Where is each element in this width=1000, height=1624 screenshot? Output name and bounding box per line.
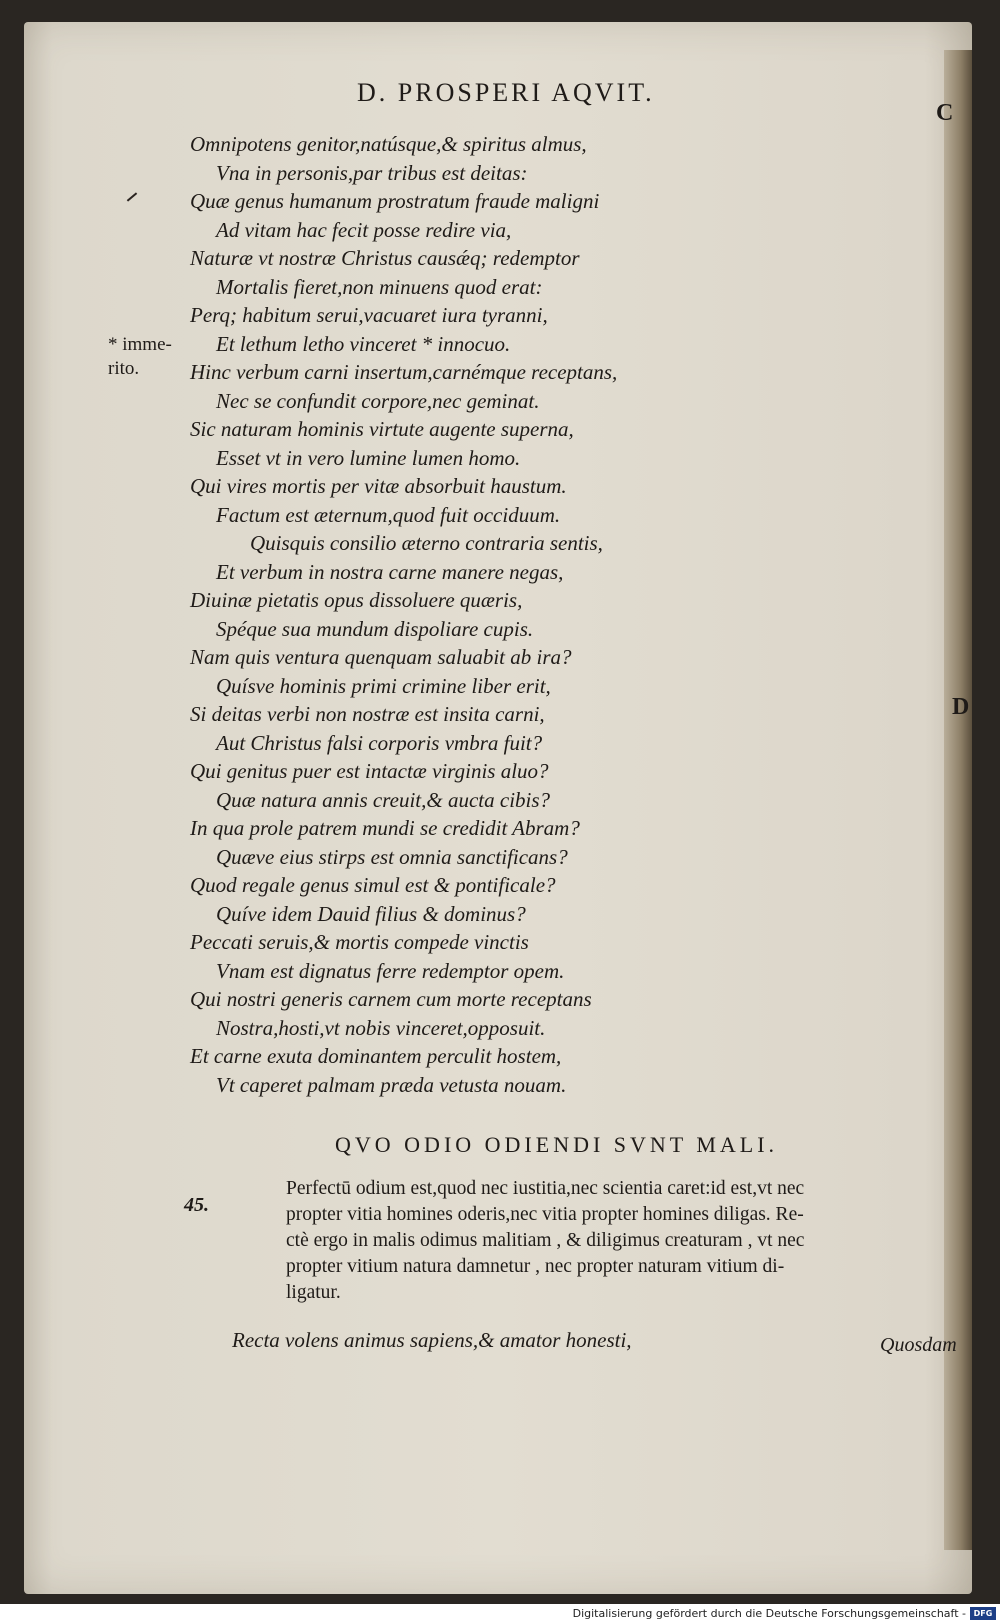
poem-line: Quæve eius stirps est omnia sanctificans? <box>216 844 568 869</box>
poem-line: Omnipotens genitor,natúsque,& spiritus almus, <box>190 132 587 156</box>
prose-line: propter vitia homines oderis,nec vitia propter homines diligas. Re- <box>286 1204 804 1225</box>
poem-line: Esset vt in vero lumine lumen homo. <box>216 445 521 470</box>
marginal-note: * imme- rito. <box>108 334 172 379</box>
signature-letter-top: C <box>936 100 954 126</box>
poem-line: Et verbum in nostra carne manere negas, <box>216 559 564 584</box>
poem-line: Hinc verbum carni insertum,carnémque receptans, <box>190 360 618 384</box>
footer-credit-text: Digitalisierung gefördert durch die Deutsche Forschungsgemeinschaft - <box>572 1607 966 1620</box>
signature-letter-middle: D <box>952 694 970 720</box>
poem-line: Perq; habitum serui,vacuaret iura tyranni, <box>190 303 548 327</box>
poem-line: Qui nostri generis carnem cum morte receptans <box>190 987 592 1011</box>
page-edge <box>944 50 972 1550</box>
poem-line: Et lethum letho vinceret * innocuo. <box>216 331 511 356</box>
running-head: D. PROSPERI AQVIT. <box>357 78 655 107</box>
catchword: Quosdam <box>880 1334 957 1356</box>
poem-line: Et carne exuta dominantem perculit hostem, <box>190 1044 562 1068</box>
prose-line: Perfectū odium est,quod nec iustitia,nec scientia caret:id est,vt nec <box>286 1178 805 1199</box>
poem-line: Si deitas verbi non nostræ est insita carni, <box>190 702 545 726</box>
poem-line: Vnam est dignatus ferre redemptor opem. <box>216 958 565 983</box>
poem-line: Quæ natura annis creuit,& aucta cibis? <box>216 787 551 812</box>
poem-line: Quisquis consilio æterno contraria sentis, <box>250 531 603 555</box>
poem-line: Vt caperet palmam præda vetusta nouam. <box>216 1072 567 1097</box>
poem-line: Peccati seruis,& mortis compede vinctis <box>190 930 529 954</box>
poem-line: In qua prole patrem mundi se credidit Abram? <box>190 816 580 840</box>
poem-line: Sic naturam hominis virtute augente superna, <box>190 417 574 441</box>
poem-line: Nec se confundit corpore,nec geminat. <box>216 388 540 413</box>
poem-line: Quæ genus humanum prostratum fraude maligni <box>190 189 600 213</box>
prose-line: propter vitium natura damnetur , nec propter naturam vitium di- <box>286 1256 785 1277</box>
poem-line: Factum est æternum,quod fuit occiduum. <box>216 502 561 527</box>
prose-line: ligatur. <box>286 1282 341 1303</box>
poem-line: Nam quis ventura quenquam saluabit ab ira? <box>190 645 572 669</box>
section-number: 45. <box>184 1194 209 1216</box>
poem-line: Aut Christus falsi corporis vmbra fuit? <box>216 730 543 755</box>
poem-line: Quod regale genus simul est & pontificale? <box>190 873 556 897</box>
poem-line: Diuinæ pietatis opus dissoluere quæris, <box>190 588 523 612</box>
poem-line: Quísve hominis primi crimine liber erit, <box>216 673 551 698</box>
digitization-footer <box>0 1604 1000 1624</box>
poem-line: Mortalis fieret,non minuens quod erat: <box>216 274 543 299</box>
dfg-logo[interactable]: DFG <box>970 1607 996 1620</box>
poem-line: Qui genitus puer est intactæ virginis aluo? <box>190 759 549 783</box>
prose-paragraph <box>286 1176 906 1306</box>
poem-line: Ad vitam hac fecit posse redire via, <box>216 217 512 242</box>
poem <box>190 130 617 1099</box>
poem-line: Vna in personis,par tribus est deitas: <box>216 160 528 185</box>
poem-line: Nostra,hosti,vt nobis vinceret,opposuit. <box>216 1015 546 1040</box>
section-heading: QVO ODIO ODIENDI SVNT MALI. <box>335 1132 779 1157</box>
poem-line: Qui vires mortis per vitæ absorbuit haustum. <box>190 474 567 498</box>
poem-line: Spéque sua mundum dispoliare cupis. <box>216 616 534 641</box>
final-verse-line: Recta volens animus sapiens,& amator honesti, <box>232 1328 632 1352</box>
poem-line: Naturæ vt nostræ Christus causǽq; redemptor <box>190 246 580 270</box>
poem-line: Quíve idem Dauid filius & dominus? <box>216 901 526 926</box>
prose-line: ctè ergo in malis odimus malitiam , & diligimus creaturam , vt nec <box>286 1230 805 1251</box>
